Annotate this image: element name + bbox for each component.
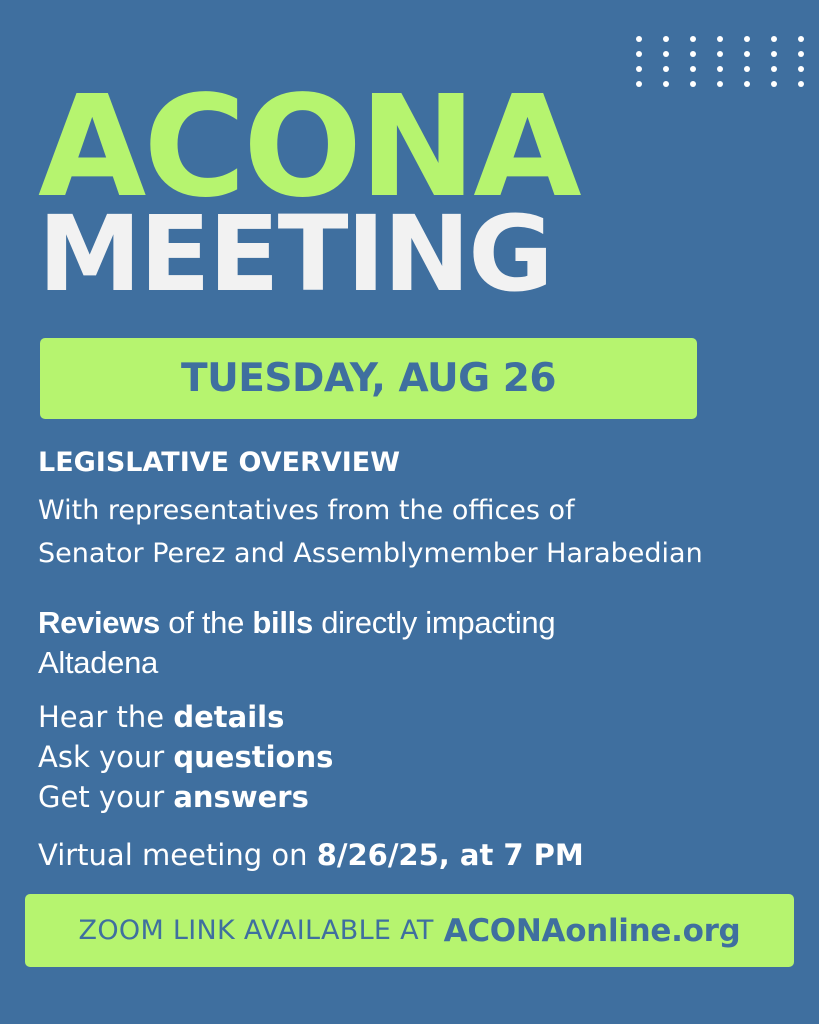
bullet-ask-bold: questions xyxy=(173,740,334,774)
section-line-1: With representatives from the offices of xyxy=(38,495,575,526)
date-text: TUESDAY, AUG 26 xyxy=(180,356,557,401)
reviews-bold: Reviews xyxy=(38,605,160,640)
reviews-text-2: directly impacting xyxy=(312,605,556,640)
date-banner xyxy=(40,338,697,419)
bullet-ask-text: Ask your xyxy=(38,740,174,774)
bullet-hear-bold: details xyxy=(173,700,285,734)
bullet-get xyxy=(38,780,309,814)
zoom-link[interactable]: ACONAonline.org xyxy=(443,912,741,949)
virtual-meeting-line xyxy=(38,838,584,872)
reviews-text-1: of the xyxy=(159,605,253,640)
section-line-2: Senator Perez and Assemblymember Harabedian xyxy=(38,538,703,569)
reviews-line-2: Altadena xyxy=(38,645,158,680)
zoom-banner xyxy=(25,894,794,967)
bullet-ask xyxy=(38,740,333,774)
bullet-get-text: Get your xyxy=(38,780,174,814)
bullet-hear xyxy=(38,700,284,734)
zoom-text: ZOOM LINK AVAILABLE AT xyxy=(78,915,434,946)
dot-grid-icon xyxy=(636,36,804,87)
bills-bold: bills xyxy=(252,605,313,640)
section-heading: LEGISLATIVE OVERVIEW xyxy=(38,447,401,478)
reviews-line xyxy=(38,605,555,641)
bullet-hear-text: Hear the xyxy=(38,700,174,734)
virtual-datetime: 8/26/25, at 7 PM xyxy=(316,838,584,872)
virtual-text: Virtual meeting on xyxy=(38,838,317,872)
title-acona: ACONA xyxy=(38,66,579,229)
bullet-get-bold: answers xyxy=(173,780,309,814)
title-meeting: MEETING xyxy=(38,193,552,315)
